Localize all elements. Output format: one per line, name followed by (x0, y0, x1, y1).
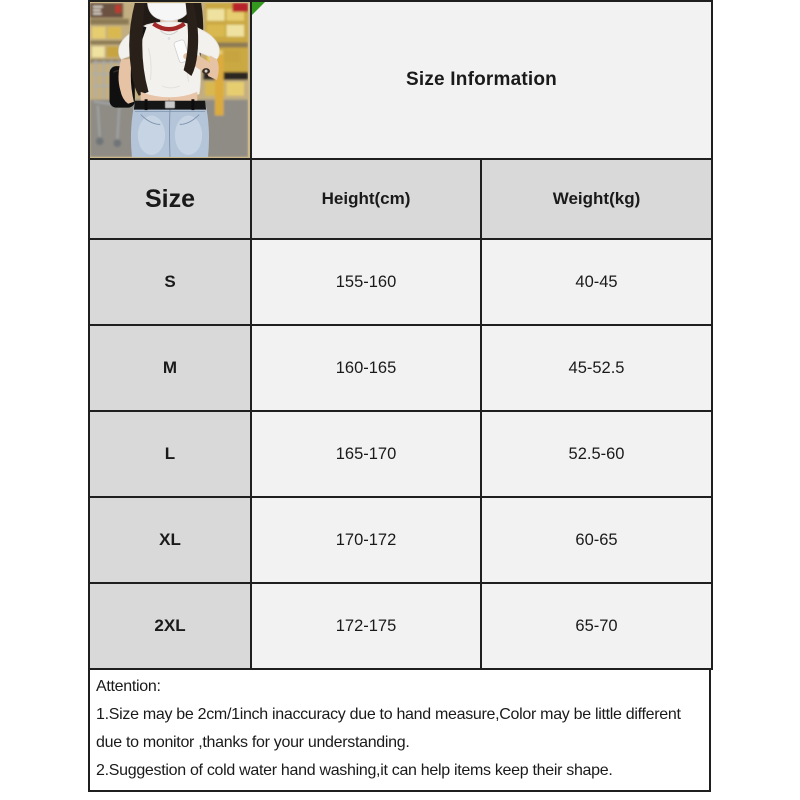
column-header-height: Height(cm) (251, 159, 481, 239)
size-sheet (88, 0, 711, 792)
product-photo (90, 3, 248, 157)
green-corner-marker-icon (252, 2, 265, 15)
size-label: XL (89, 497, 251, 583)
height-value: 165-170 (251, 411, 481, 497)
table-row (89, 411, 712, 497)
table-row (89, 497, 712, 583)
table-row (89, 583, 712, 669)
weight-value: 40-45 (481, 239, 712, 325)
attention-box (88, 668, 711, 792)
size-label: 2XL (89, 583, 251, 669)
size-label: S (89, 239, 251, 325)
attention-note: 2.Suggestion of cold water hand washing,it can help items keep their shape. (96, 762, 613, 779)
product-photo-cell (89, 1, 251, 159)
table-row (89, 239, 712, 325)
weight-value: 65-70 (481, 583, 712, 669)
column-header-weight: Weight(kg) (481, 159, 712, 239)
height-value: 160-165 (251, 325, 481, 411)
size-label: M (89, 325, 251, 411)
page-title: Size Information (406, 69, 557, 90)
size-information-header-cell (251, 1, 712, 159)
table-header-row (89, 159, 712, 239)
top-row (89, 1, 712, 159)
attention-title: Attention: (96, 678, 161, 695)
weight-value: 52.5-60 (481, 411, 712, 497)
attention-note: 1.Size may be 2cm/1inch inaccuracy due to hand measure,Color may be little different due to monitor ,thanks for your understanding. (96, 706, 681, 751)
size-table (88, 0, 713, 670)
height-value: 155-160 (251, 239, 481, 325)
weight-value: 45-52.5 (481, 325, 712, 411)
column-header-size: Size (89, 159, 251, 239)
weight-value: 60-65 (481, 497, 712, 583)
height-value: 170-172 (251, 497, 481, 583)
size-label: L (89, 411, 251, 497)
height-value: 172-175 (251, 583, 481, 669)
table-row (89, 325, 712, 411)
